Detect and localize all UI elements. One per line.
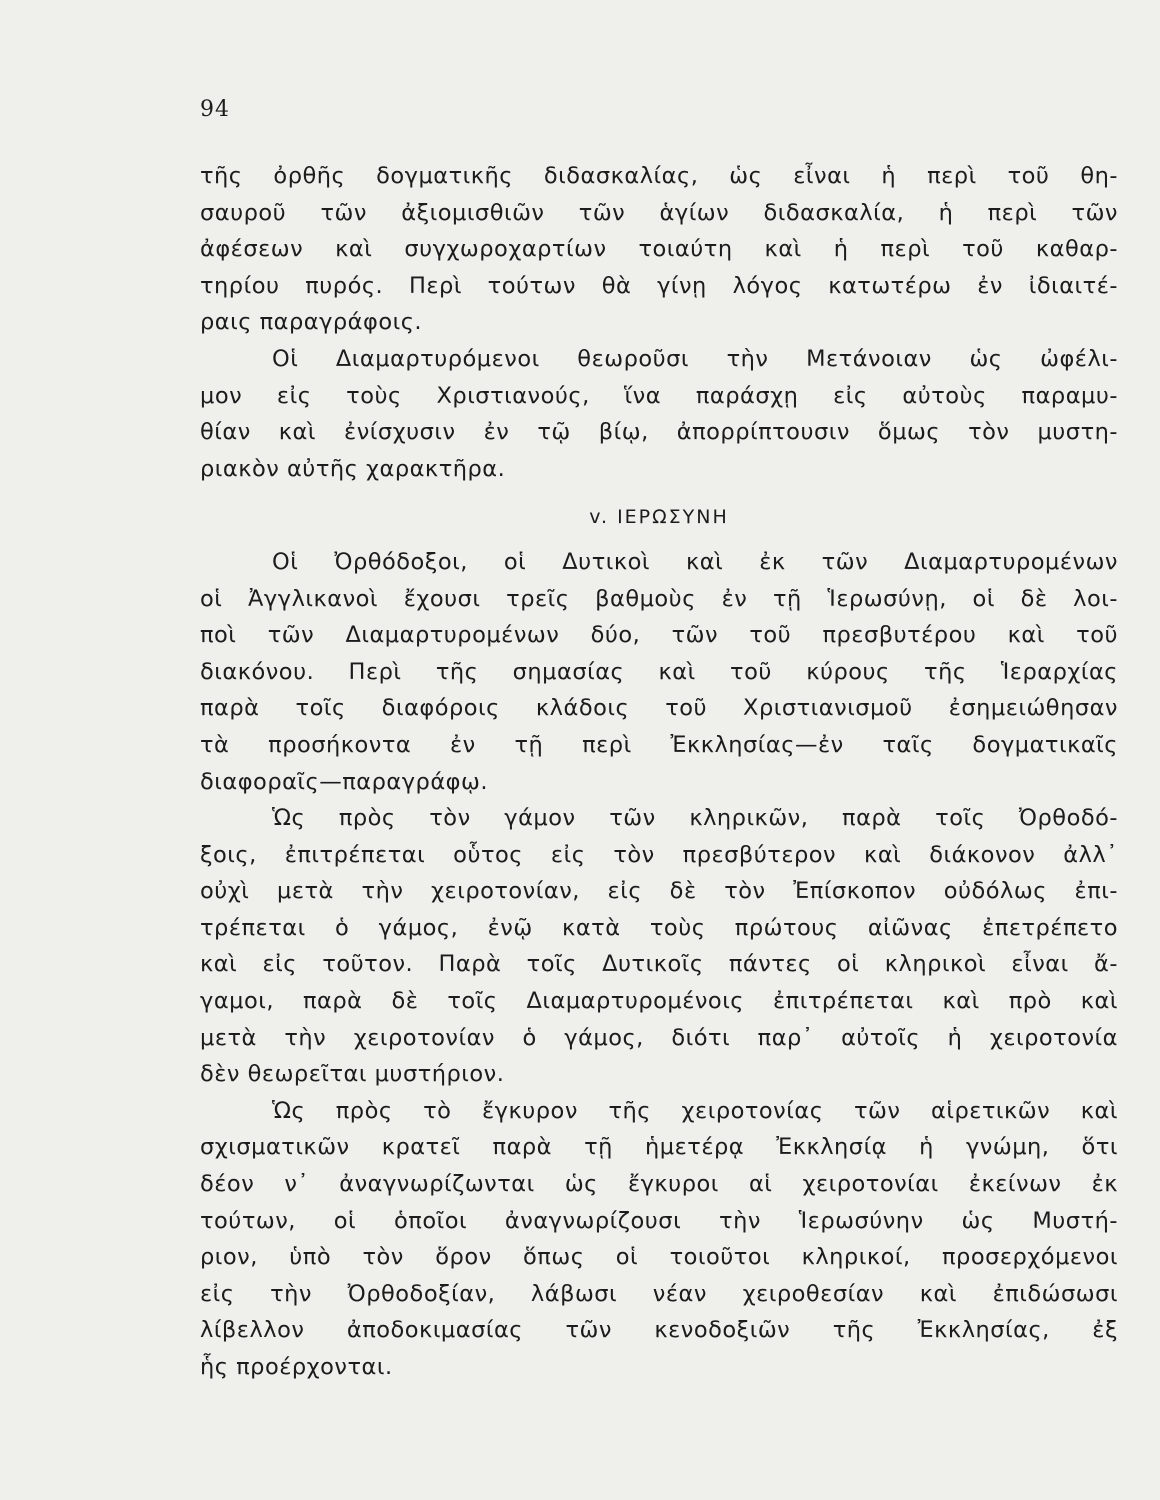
text-line: παρὰ τοῖς διαφόροις κλάδοις τοῦ Χριστιανισμοῦ ἐσημειώθησαν <box>200 695 1118 722</box>
text-line: ξοις, ἐπιτρέπεται οὗτος εἰς τὸν πρεσβύτερον καὶ διάκονον ἀλλ᾽ <box>200 841 1118 868</box>
text-line: ἧς προέρχονται. <box>200 1354 393 1380</box>
text-line: εἰς τὴν Ὀρθοδοξίαν, λάβωσι νέαν χειροθεσίαν καὶ ἐπιδώσωσι <box>200 1280 1118 1307</box>
text-line: δέον ν᾽ ἀναγνωρίζωνται ὡς ἔγκυροι αἱ χειροτονίαι ἐκείνων ἐκ <box>200 1171 1118 1198</box>
text-line: τρέπεται ὁ γάμος, ἐνῷ κατὰ τοὺς πρώτους αἰῶνας ἐπετρέπετο <box>200 914 1118 941</box>
text-line: σχισματικῶν κρατεῖ παρὰ τῇ ἡμετέρᾳ Ἐκκλησίᾳ ἡ γνώμη, ὅτι <box>200 1134 1118 1161</box>
page-number: 94 <box>200 97 230 122</box>
text-line: οὐχὶ μετὰ τὴν χειροτονίαν, εἰς δὲ τὸν Ἐπίσκοπον οὐδόλως ἐπι- <box>200 878 1118 905</box>
text-line: μον εἰς τοὺς Χριστιανούς, ἵνα παράσχῃ εἰς αὐτοὺς παραμυ- <box>200 382 1118 409</box>
section-heading: v. ΙΕΡΩΣΥΝΗ <box>589 506 729 529</box>
text-line: τὰ προσήκοντα ἐν τῇ περὶ Ἐκκλησίας—ἐν ταῖς δογματικαῖς <box>200 731 1118 758</box>
text-line: Ὡς πρὸς τὸν γάμον τῶν κληρικῶν, παρὰ τοῖς Ὀρθοδό- <box>272 805 1118 832</box>
text-line: τηρίου πυρός. Περὶ τούτων θὰ γίνῃ λόγος κατωτέρω ἐν ἰδιαιτέ- <box>200 272 1118 299</box>
text-line: διαφοραῖς—παραγράφῳ. <box>200 768 489 795</box>
paragraph-4 <box>200 800 1118 1093</box>
text-line: διακόνου. Περὶ τῆς σημασίας καὶ τοῦ κύρους τῆς Ἱεραρχίας <box>200 658 1118 685</box>
text-line: λίβελλον ἀποδοκιμασίας τῶν κενοδοξιῶν τῆς Ἐκκλησίας, ἐξ <box>200 1317 1118 1344</box>
text-line: ραις παραγράφοις. <box>200 309 423 336</box>
text-line: Οἱ Διαμαρτυρόμενοι θεωροῦσι τὴν Μετάνοιαν ὡς ὠφέλι- <box>272 345 1118 372</box>
text-line: τῆς ὀρθῆς δογματικῆς διδασκαλίας, ὡς εἶναι ἡ περὶ τοῦ θη- <box>200 163 1118 189</box>
paragraph-5 <box>200 1093 1118 1386</box>
text-line: δὲν θεωρεῖται μυστήριον. <box>200 1061 505 1088</box>
text-line: καὶ εἰς τοῦτον. Παρὰ τοῖς Δυτικοῖς πάντες οἱ κληρικοὶ εἶναι ἄ- <box>200 951 1118 978</box>
text-line: ἀφέσεων καὶ συγχωροχαρτίων τοιαύτη καὶ ἡ περὶ τοῦ καθαρ- <box>200 236 1118 263</box>
text-line: ποὶ τῶν Διαμαρτυρομένων δύο, τῶν τοῦ πρεσβυτέρου καὶ τοῦ <box>200 622 1118 649</box>
text-line: μετὰ τὴν χειροτονίαν ὁ γάμος, διότι παρ᾽ αὐτοῖς ἡ χειροτονία <box>200 1024 1118 1051</box>
text-line: ριακὸν αὐτῆς χαρακτῆρα. <box>200 455 506 482</box>
text-block <box>200 158 1118 1386</box>
paragraph-1 <box>200 158 1118 341</box>
text-line: Οἱ Ὀρθόδοξοι, οἱ Δυτικοὶ καὶ ἐκ τῶν Διαμαρτυρομένων <box>272 548 1118 575</box>
text-line: τούτων, οἱ ὁποῖοι ἀναγνωρίζουσι τὴν Ἱερωσύνην ὡς Μυστή- <box>200 1207 1118 1234</box>
paragraph-2 <box>200 341 1118 487</box>
text-line: Ὡς πρὸς τὸ ἔγκυρον τῆς χειροτονίας τῶν αἱρετικῶν καὶ <box>272 1097 1118 1124</box>
text-line: οἱ Ἀγγλικανοὶ ἔχουσι τρεῖς βαθμοὺς ἐν τῇ Ἱερωσύνῃ, οἱ δὲ λοι- <box>200 585 1118 612</box>
paragraph-3 <box>200 544 1118 800</box>
text-line: θίαν καὶ ἐνίσχυσιν ἐν τῷ βίῳ, ἀπορρίπτουσιν ὅμως τὸν μυστη- <box>200 419 1118 446</box>
text-line: σαυροῦ τῶν ἀξιομισθιῶν τῶν ἁγίων διδασκαλία, ἡ περὶ τῶν <box>200 199 1118 226</box>
text-line: γαμοι, παρὰ δὲ τοῖς Διαμαρτυρομένοις ἐπιτρέπεται καὶ πρὸ καὶ <box>200 988 1118 1015</box>
text-line: ριον, ὑπὸ τὸν ὅρον ὅπως οἱ τοιοῦτοι κληρικοί, προσερχόμενοι <box>200 1244 1118 1271</box>
